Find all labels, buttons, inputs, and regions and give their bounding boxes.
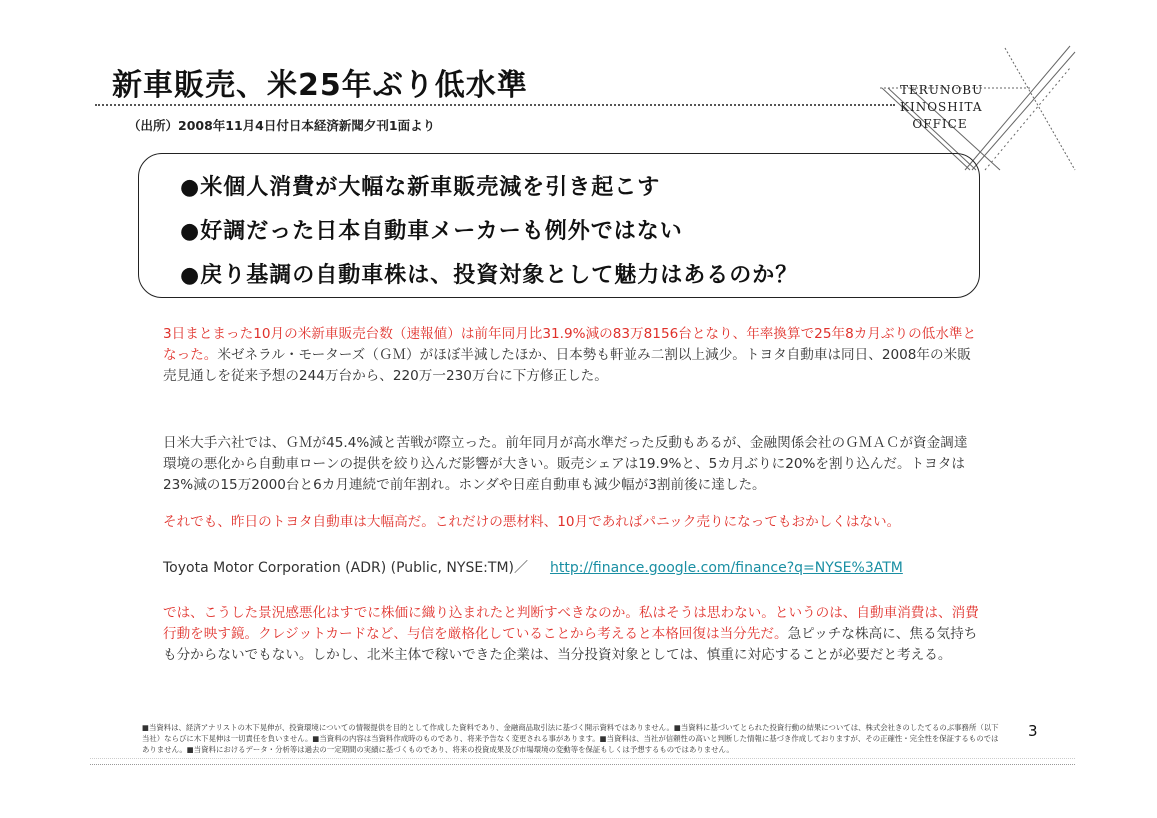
source-citation: （出所）2008年11月4日付日本経済新聞夕刊1面より xyxy=(128,118,436,133)
logo-line-3: OFFICE xyxy=(912,117,968,131)
footer-divider xyxy=(90,758,1075,759)
paragraph-2: 日米大手六社では、ＧＭが45.4%減と苦戦が際立った。前年同月が高水準だった反動もあるが、金融関係会社のＧＭＡＣが資金調達環境の悪化から自動車ローンの提供を絞り込んだ影響が大きい。販売シェアは19.9%と、5カ月ぶりに20%を割り込んだ。トヨタは23%減の15万2000台と6カ月連続で前年割れ。ホンダや日産自動車も減少幅が3割前後に達した。 xyxy=(163,435,968,493)
paragraph-4-highlight: では、こうした景況感悪化はすでに株価に織り込まれたと判断すべきなのか。私はそうは思わない。というのは、自動車消費は、消費行動を映す鏡。クレジットカードなど、与信を厳格化していることから考えると本格回復は当分先だ。 xyxy=(163,605,979,642)
office-logo xyxy=(900,82,984,133)
summary-bullet: ●米個人消費が大幅な新車販売減を引き起こす xyxy=(180,175,661,200)
logo-line-1: TERUNOBU xyxy=(900,83,984,97)
finance-link[interactable]: http://finance.google.com/finance?q=NYSE%3ATM xyxy=(549,560,903,576)
ticker-line xyxy=(163,557,903,577)
disclaimer-text: ■当資料は、経済アナリストの木下晃伸が、投資環境についての情報提供を目的として作成した資料であり、金融商品取引法に基づく開示資料ではありません。■当資料に基づいてとられた投資行動の結果については、株式会社きのしたてるのぶ事務所（以下当社）ならびに木下晃伸は一切責任を負いません。■当資料の内容は当資料作成時のものであり、将来予告なく変更される事があります。■当資料は、当社が信頼性の高いと判断した情報に基づき作成しておりますが、その正確性・完全性を保証するものではありません。■当資料におけるデータ・分析等は過去の一定期間の実績に基づくものであり、将来の投資成果及び市場環境の変動等を保証もしくは予想するものではありません。 xyxy=(142,723,999,754)
paragraph-1 xyxy=(163,324,981,387)
page-title: 新車販売、米25年ぶり低水準 xyxy=(112,68,528,103)
ticker-label: Toyota Motor Corporation (ADR) (Public, NYSE:TM)／ xyxy=(163,560,528,576)
summary-bullet: ●好調だった日本自動車メーカーも例外ではない xyxy=(180,219,683,244)
paragraph-1-highlight: 3日まとまった10月の米新車販売台数（速報値）は前年同月比31.9%減の83万8156台となり、年率換算で25年8カ月ぶりの低水準となった。 xyxy=(163,326,977,363)
summary-bullet: ●戻り基調の自動車株は、投資対象として魅力はあるのか？ xyxy=(180,263,799,288)
paragraph-4 xyxy=(163,603,981,666)
paragraph-4-text: 急ピッチな株高に、焦る気持ちも分からないでもない。しかし、北米主体で稼いできた企業は、当分投資対象としては、慎重に対応することが必要だと考える。 xyxy=(163,626,978,663)
page-number: 3 xyxy=(1028,722,1038,740)
footer-divider xyxy=(90,764,1075,765)
paragraph-1-text: 米ゼネラル・モーターズ（ＧＭ）がほぼ半減したほか、日本勢も軒並み二割以上減少。トヨタ自動車は同日、2008年の米販売見通しを従来予想の244万台から、220万一230万台に下方修正した。 xyxy=(163,347,971,384)
title-divider xyxy=(95,104,895,106)
logo-line-2: KINOSHITA xyxy=(900,100,983,114)
paragraph-3: それでも、昨日のトヨタ自動車は大幅高だ。これだけの悪材料、10月であればパニック売りになってもおかしくはない。 xyxy=(163,514,901,530)
